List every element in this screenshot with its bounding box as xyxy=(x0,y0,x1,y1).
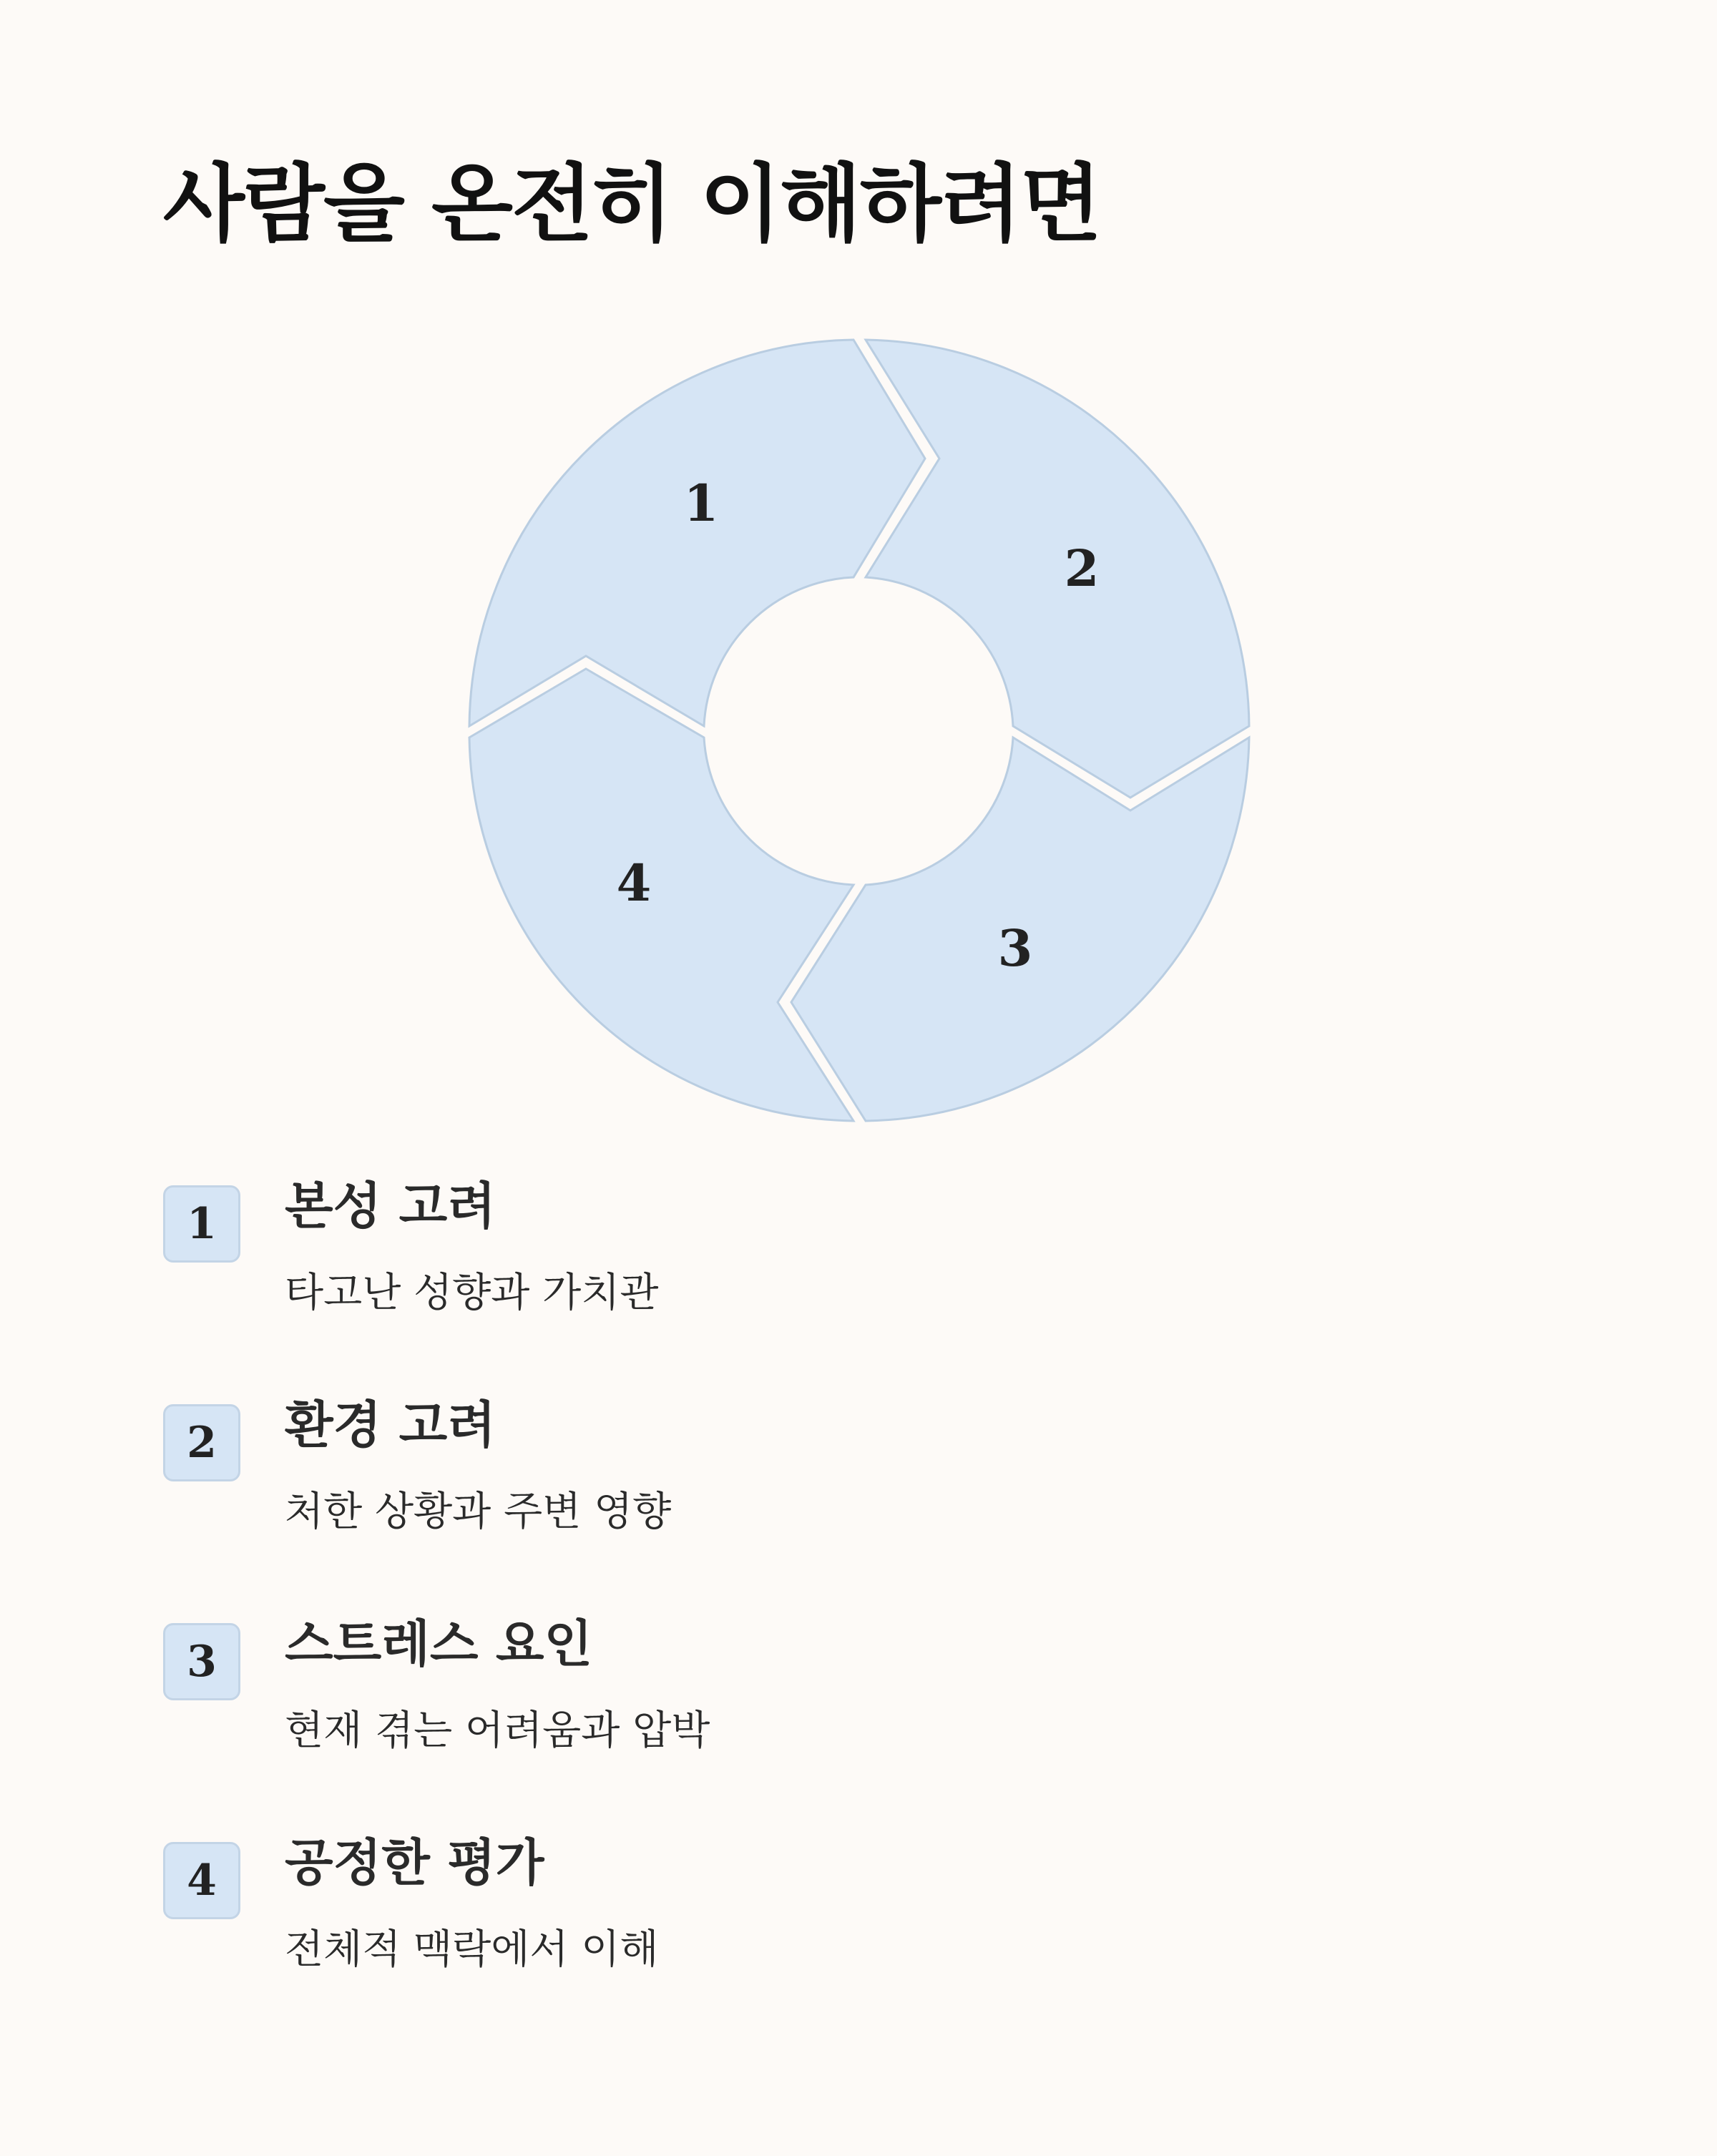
step-item-2 xyxy=(163,1396,1594,1622)
step-title: 본성 고려 xyxy=(285,1177,496,1235)
cycle-segment-4-number: 4 xyxy=(616,853,652,913)
step-number-badge: 4 xyxy=(163,1842,240,1919)
step-item-1 xyxy=(163,1177,1594,1403)
cycle-segment-1-number: 1 xyxy=(683,474,719,533)
step-description: 전체적 맥락에서 이해 xyxy=(285,1926,659,1973)
step-number-badge: 3 xyxy=(163,1623,240,1700)
cycle-segment-4 xyxy=(469,669,853,1121)
step-item-3 xyxy=(163,1614,1594,1841)
cycle-segment-2 xyxy=(866,340,1249,798)
step-list xyxy=(163,1177,1594,2059)
step-item-4 xyxy=(163,1833,1594,2059)
step-number-badge: 1 xyxy=(163,1185,240,1263)
step-description: 현재 겪는 어려움과 압박 xyxy=(285,1707,710,1754)
step-title: 공정한 평가 xyxy=(285,1833,544,1892)
step-title: 스트레스 요인 xyxy=(285,1614,593,1673)
step-number-badge: 2 xyxy=(163,1404,240,1481)
step-description: 처한 상황과 주변 영향 xyxy=(285,1489,672,1535)
step-description: 타고난 성향과 가치관 xyxy=(285,1270,659,1316)
step-title: 환경 고려 xyxy=(285,1396,496,1454)
page-title: 사람을 온전히 이해하려면 xyxy=(163,155,1101,253)
cycle-segment-1 xyxy=(469,340,925,726)
cycle-segment-2-number: 2 xyxy=(1064,539,1100,598)
cycle-segment-3-number: 3 xyxy=(997,918,1033,978)
